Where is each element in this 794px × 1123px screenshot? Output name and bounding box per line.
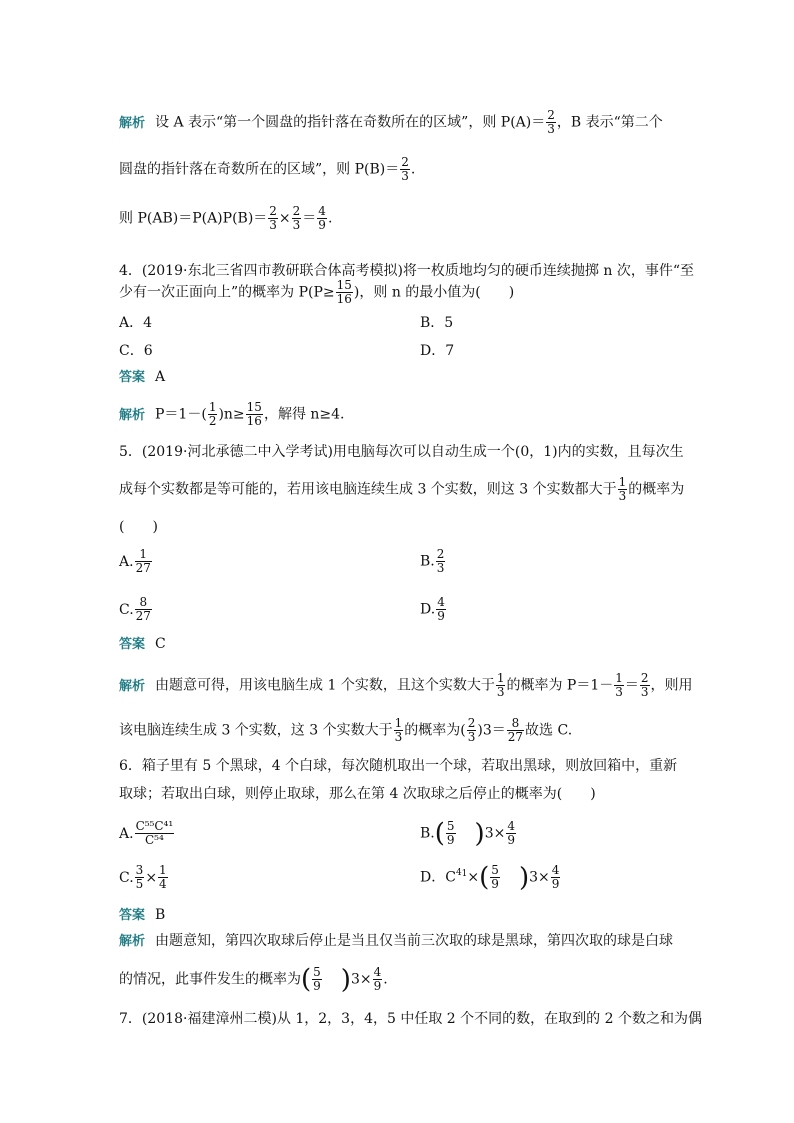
q6-options-row-2 bbox=[119, 862, 560, 893]
q6-analysis-line-2: 的情况，此事件发生的概率为( $\frac{5}{9}$ )3× $\frac{4}{9}$ . bbox=[119, 964, 388, 995]
fraction: $\frac{1}{3}$ bbox=[618, 475, 627, 503]
fraction: $\frac{2}{3}$ bbox=[292, 204, 301, 232]
option-d: D．7 bbox=[420, 343, 455, 359]
option-a: A. $\frac{\text{C⁵⁵C⁴¹}}{\text{C⁵⁴}}$ bbox=[119, 819, 174, 847]
analysis-label: 解析 bbox=[119, 934, 146, 949]
option-d: D. $\frac{4}{9}$ bbox=[420, 595, 445, 623]
option-b: B.( $\frac{5}{9}$ )3× $\frac{4}{9}$ bbox=[420, 818, 515, 849]
answer-label: 答案 bbox=[119, 908, 146, 923]
answer-label: 答案 bbox=[119, 370, 146, 385]
option-c: C. $\frac{8}{27}$ bbox=[119, 595, 151, 623]
q5-analysis-line-1: 解析 由题意可得，用该电脑生成 1 个实数，且这个实数大于 $\frac{1}{3}$ 的概率为 P＝1－ $\frac{1}{3}$ ＝ $\frac{2}{3}$ ，则用 bbox=[119, 671, 693, 699]
q7-stem-line-1: 7．(2018·福建漳州二模)从 1，2，3，4，5 中任取 2 个不同的数，在取到的 2 个数之和为偶 bbox=[119, 1011, 702, 1027]
q4-stem-line-1: 4．(2019·东北三省四市教研联合体高考模拟)将一枚质地均匀的硬币连续抛掷 n 次，事件“至 bbox=[119, 263, 694, 279]
answer-label: 答案 bbox=[119, 637, 146, 652]
q5-stem-line-2: 成每个实数都是等可能的，若用该电脑连续生成 3 个实数，则这 3 个实数都大于 $\frac{1}{3}$ 的概率为 bbox=[119, 475, 685, 503]
q5-options-row-1 bbox=[119, 547, 445, 575]
fraction: $\frac{2}{3}$ bbox=[547, 108, 555, 136]
fraction: $\frac{2}{3}$ bbox=[269, 204, 277, 232]
analysis-line-3: 则 P(AB)＝P(A)P(B)＝ $\frac{2}{3}$ × $\frac{2}{3}$ ＝ $\frac{4}{9}$ . bbox=[119, 204, 333, 232]
q6-options-row-1 bbox=[119, 818, 515, 849]
q6-answer: 答案 B bbox=[119, 907, 166, 923]
q6-analysis-line-1: 解析 由题意知，第四次取球后停止是当且仅当前三次取的球是黑球，第四次取的球是白球 bbox=[119, 933, 674, 949]
fraction: $\frac{15}{16}$ bbox=[246, 400, 262, 428]
option-b: B. $\frac{2}{3}$ bbox=[420, 547, 445, 575]
q5-answer: 答案 C bbox=[119, 636, 166, 652]
q5-stem-line-3: ( ) bbox=[119, 519, 158, 535]
q4-analysis: 解析 P＝1－( $\frac{1}{2}$ )n≥ $\frac{15}{16}$ ，解得 n≥4. bbox=[119, 400, 345, 428]
option-c: C．6 bbox=[119, 343, 153, 359]
option-d: D．$C^{41}\times$( $\frac{5}{9}$ )3× $\frac{4}{9}$ bbox=[420, 862, 560, 893]
option-b: B．5 bbox=[420, 315, 454, 331]
analysis-line-2: 圆盘的指针落在奇数所在的区域”，则 P(B)＝ $\frac{2}{3}$ . bbox=[119, 155, 416, 183]
q6-stem-line-1: 6．箱子里有 5 个黑球，4 个白球，每次随机取出一个球，若取出黑球，则放回箱中，重新 bbox=[119, 758, 678, 774]
q4-options-row-1 bbox=[119, 314, 454, 332]
fraction: $\frac{4}{9}$ bbox=[318, 204, 326, 232]
option-a: A．4 bbox=[119, 315, 153, 331]
analysis-label: 解析 bbox=[119, 407, 146, 423]
q4-stem-line-2: 少有一次正面向上”的概率为 P(P≥ $\frac{15}{16}$ )，则 n 的最小值为( ) bbox=[119, 278, 515, 306]
analysis-label: 解析 bbox=[119, 678, 146, 694]
fraction: $\frac{2}{3}$ bbox=[401, 155, 409, 183]
q6-stem-line-2: 取球；若取出白球，则停止取球，那么在第 4 次取球之后停止的概率为( ) bbox=[119, 786, 596, 802]
q4-options-row-2 bbox=[119, 342, 455, 360]
q5-stem-line-1: 5．(2019·河北承德二中入学考试)用电脑每次可以自动生成一个(0，1)内的实数，且每次生 bbox=[119, 444, 684, 460]
q5-options-row-2 bbox=[119, 595, 445, 623]
analysis-label: 解析 bbox=[119, 115, 146, 131]
analysis-line-1: 解析 设 A 表示“第一个圆盘的指针落在奇数所在的区域”，则 P(A)＝ $\frac{2}{3}$ ，B 表示“第二个 bbox=[119, 108, 663, 136]
fraction: $\frac{1}{2}$ bbox=[208, 400, 217, 428]
q5-analysis-line-2: 该电脑连续生成 3 个实数，这 3 个实数大于 $\frac{1}{3}$ 的概率为( $\frac{2}{3}$ )3＝ $\frac{8}{27}$ 故选 C. bbox=[119, 716, 573, 744]
q4-answer: 答案 A bbox=[119, 369, 166, 385]
option-a: A. $\frac{1}{27}$ bbox=[119, 547, 151, 575]
fraction: $\frac{15}{16}$ bbox=[336, 278, 352, 306]
option-c: C. $\frac{3}{5}$ × $\frac{1}{4}$ bbox=[119, 863, 167, 891]
